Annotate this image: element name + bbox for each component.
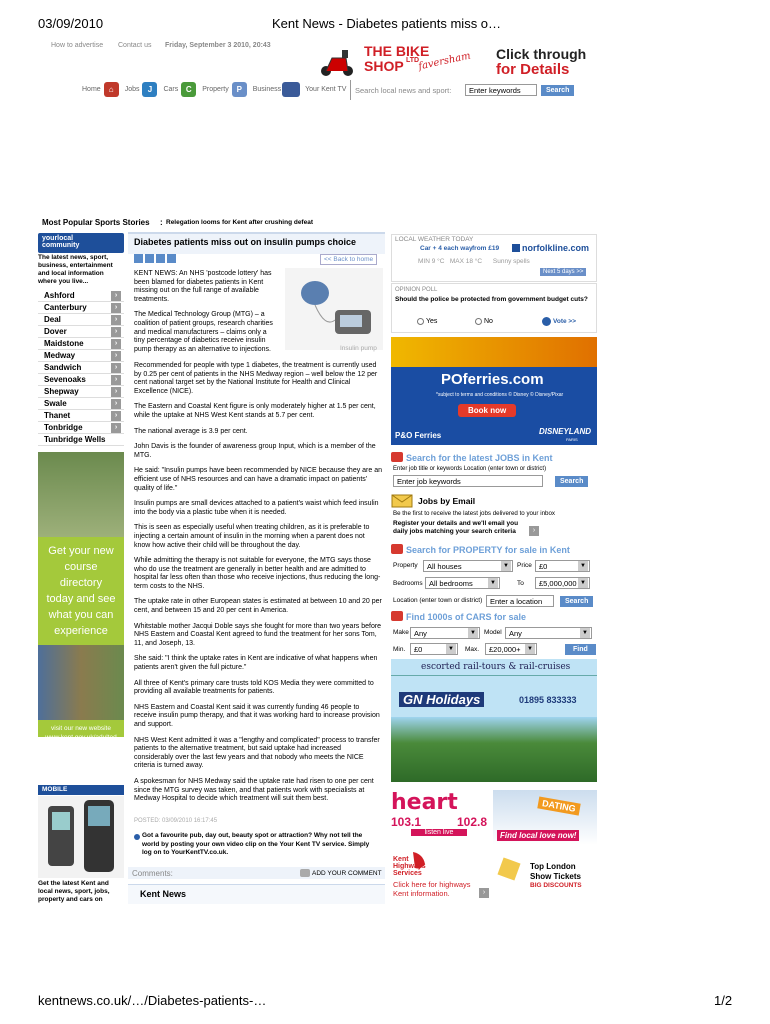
- search-input-value: Enter keywords: [469, 85, 521, 95]
- town-link[interactable]: [38, 338, 124, 350]
- property-type-value: All houses: [427, 561, 462, 571]
- nav-jobs-label: Jobs: [124, 86, 140, 93]
- article-paragraph: NHS Eastern and Coastal Kent said it was currently funding 46 people to receive insulin pump therapy, and that it was working hard to increase provision and support.: [134, 703, 380, 728]
- heart-listen-live[interactable]: listen live: [411, 829, 467, 836]
- dating-badge: DATING: [537, 796, 580, 815]
- article-paragraph: KENT NEWS: An NHS 'postcode lottery' has been blamed for diabetes patients in Kent missing out on the full range of available treatments.: [134, 270, 272, 303]
- chevron-right-icon: ›: [111, 327, 121, 337]
- print-footer-url: kentnews.co.uk/…/Diabetes-patients-…: [38, 993, 267, 1008]
- norfolkline-brand[interactable]: norfolkline.com: [522, 243, 590, 253]
- vote-button[interactable]: Vote >>: [553, 318, 577, 325]
- car-min-value: £0: [414, 644, 423, 654]
- town-name: Sandwich: [44, 363, 82, 372]
- town-list: [38, 290, 124, 446]
- train-landscape-image: [391, 717, 597, 782]
- town-name: Thanet: [44, 411, 71, 420]
- home-icon: ⌂: [104, 82, 119, 97]
- popular-colon: :: [160, 218, 163, 227]
- logo-line1: yourlocal: [42, 235, 74, 242]
- po-ferries-ad[interactable]: [391, 337, 597, 445]
- bedrooms-value: All bedrooms: [429, 578, 473, 588]
- car-max-select[interactable]: [485, 643, 537, 655]
- article-paragraph: The uptake rate in other European states is estimated at between 10 and 20 per cent, and between 15 and 20 per cent in America.: [134, 598, 382, 615]
- jobs-register-link[interactable]: Register your details and we'll email you daily jobs matching your search criteria: [393, 520, 519, 535]
- insulin-pump-image: [285, 268, 383, 350]
- chevron-right-icon: ›: [111, 315, 121, 325]
- chevron-right-icon: ›: [111, 303, 121, 313]
- jobs-input-value: Enter job keywords: [397, 476, 461, 486]
- bike-shop-banner[interactable]: [318, 42, 588, 82]
- price-max-select[interactable]: [535, 577, 590, 589]
- model-value: Any: [509, 628, 522, 638]
- bookmark-icon[interactable]: [167, 254, 176, 263]
- chevron-down-icon: ▼: [580, 628, 590, 638]
- heart-freq2: 102.8: [456, 815, 487, 829]
- weather-promo-1[interactable]: Car + 4 each way: [420, 245, 473, 252]
- cars-icon: C: [181, 82, 196, 97]
- image-caption: Insulin pump: [340, 345, 377, 352]
- posted-time: POSTED: 03/09/2010 16:17:45: [134, 818, 218, 824]
- weather-title: LOCAL WEATHER TODAY: [395, 236, 474, 243]
- property-icon: P: [232, 82, 247, 97]
- chevron-down-icon: ▼: [501, 561, 511, 571]
- email-envelope-icon: [391, 494, 413, 508]
- add-comment-link[interactable]: ADD YOUR COMMENT: [312, 870, 382, 877]
- course-ad-web1: visit our new website: [51, 725, 111, 732]
- price-to-label: To: [517, 580, 524, 587]
- property-type-label: Property: [393, 562, 418, 569]
- article-paragraph: She said: "I think the uptake rates in Kent are indicative of what happens when patients aren't given the full picture.": [134, 655, 378, 672]
- course-ad-line5: experience: [54, 625, 108, 637]
- email-icon[interactable]: [145, 254, 154, 263]
- chevron-right-icon: ›: [111, 387, 121, 397]
- jobs-email-text: Be the first to receive the latest jobs delivered to your inbox: [393, 510, 555, 517]
- nav-home[interactable]: [82, 82, 119, 97]
- weather-values: MIN 9 °C MAX 18 °C Sunny spells: [418, 258, 530, 265]
- popular-story-link[interactable]: Relegation looms for Kent after crushing defeat: [166, 219, 313, 226]
- ferries-logo: P&O Ferries: [395, 431, 442, 440]
- shop-name-line1: THE BIKE: [364, 43, 430, 59]
- poll-yes-label: Yes: [426, 318, 438, 325]
- popular-label: Most Popular Sports Stories: [42, 218, 150, 227]
- comments-label: Comments:: [132, 869, 173, 878]
- search-input[interactable]: [465, 84, 537, 96]
- kent-news-heading: Kent News: [140, 889, 187, 899]
- price-label: Price: [517, 562, 532, 569]
- shop-name-line2: SHOP: [364, 58, 404, 74]
- town-name: Sevenoaks: [44, 375, 86, 384]
- ad-photo-top: [38, 452, 124, 537]
- share-icon[interactable]: [156, 254, 165, 263]
- location-label: Location (enter town or district): [393, 597, 483, 604]
- article-paragraph: The Eastern and Coastal Kent figure is only moderately higher at 1.5 per cent, while the uptake at NHS West Kent stands at 5.7 per cent.: [134, 403, 376, 419]
- bullet-icon: [134, 834, 140, 840]
- tickets-sub: BIG DISCOUNTS: [530, 882, 582, 889]
- article-paragraph: While admitting the therapy is not suitable for everyone, the MTG says those who do use the treatment are generally in better health and are admitted to hospital far less often than those who receive injections, thus reducing the long-term costs to the NHS.: [134, 557, 381, 590]
- cars-section-icon: [391, 611, 403, 621]
- course-ad-line1: Get your new: [48, 545, 114, 557]
- gn-phone: 01895 833333: [519, 695, 577, 705]
- article-body: [134, 362, 382, 811]
- town-name: Ashford: [44, 291, 75, 300]
- nav-home-label: Home: [82, 86, 101, 93]
- search-label: Search local news and sport:: [355, 86, 452, 95]
- price-max-value: £5,000,000: [539, 578, 577, 588]
- contact-link[interactable]: Contact us: [118, 42, 152, 49]
- search-button[interactable]: Search: [541, 85, 574, 96]
- kent-tv-promo: Got a favourite pub, day out, beauty spot or attraction? Why not tell the world by posting your own video clip on the Your Kent TV service. Simply log on to YourKentTV.co.uk.: [142, 832, 370, 856]
- chevron-right-icon: ›: [111, 291, 121, 301]
- register-arrow-icon[interactable]: ›: [529, 526, 539, 536]
- nav-business-label: Business: [252, 86, 282, 93]
- dating-sub: Find local love now!: [497, 830, 579, 841]
- property-section-title: Search for PROPERTY for sale in Kent: [406, 545, 570, 555]
- norfolkline-icon: [512, 244, 520, 252]
- chevron-down-icon: ▼: [578, 561, 588, 571]
- poll-question: Should the police be protected from government budget cuts?: [395, 296, 588, 303]
- town-link[interactable]: [38, 410, 124, 422]
- chevron-right-icon: ›: [111, 351, 121, 361]
- disney-sub: PARIS: [566, 437, 578, 442]
- article-paragraph: All three of Kent's primary care trusts told KOS Media they were committed to providing all available treatments for patients.: [134, 679, 374, 696]
- article-paragraph: NHS West Kent admitted it was a "lengthy and complicated" process to transfer patients to the alternative treatment, but said uptake had increased considerably over the last few years and that nobody who meets the NICE criteria is turned away.: [134, 736, 380, 770]
- kent-hw-logo-text: Kent Highways Services: [393, 856, 426, 877]
- course-ad-web3: or call 08458 606 5606: [47, 743, 115, 750]
- course-ad-web2: www.kent.gov.uk/adulted: [45, 734, 117, 741]
- nav-property[interactable]: [202, 82, 246, 97]
- make-value: Any: [414, 628, 427, 638]
- bedrooms-select[interactable]: [425, 577, 500, 589]
- jobs-keyword-input[interactable]: [393, 475, 543, 487]
- town-link[interactable]: [38, 290, 124, 302]
- town-link[interactable]: [38, 398, 124, 410]
- article-paragraph: John Davis is the founder of awareness group Input, which is a member of the MTG.: [134, 443, 376, 459]
- nav-jobs[interactable]: [125, 82, 158, 97]
- article-paragraph: Whitstable mother Jacqui Doble says she fought for more than two years before NHS Eastern and Coastal Kent agreed to fund the treatment for her sons Tom, 11, and Joseph, 13.: [134, 622, 382, 647]
- chevron-right-icon: ›: [111, 339, 121, 349]
- location-input-value: Enter a location: [490, 596, 543, 606]
- tickets-title[interactable]: Top London Show Tickets: [530, 862, 581, 881]
- chevron-down-icon: ▼: [468, 628, 478, 638]
- chevron-right-icon: ›: [111, 423, 121, 433]
- model-select[interactable]: [505, 627, 592, 639]
- bedrooms-label: Bedrooms: [393, 580, 423, 587]
- nav-divider: [350, 80, 351, 100]
- article-wrap-paragraphs: [134, 270, 276, 361]
- shop-ltd: LTD: [406, 57, 420, 64]
- jobs-section-title: Search for the latest JOBS in Kent: [406, 453, 553, 463]
- main-nav: [82, 82, 352, 97]
- highways-arrow-icon[interactable]: ›: [479, 888, 489, 898]
- town-link[interactable]: [38, 350, 124, 362]
- jobs-hint: Enter job title or keywords Location (enter town or district): [393, 466, 547, 472]
- max-label: Max.: [465, 646, 480, 653]
- vote-icon: [542, 317, 551, 326]
- price-min-select[interactable]: [535, 560, 590, 572]
- banner-cta-2: for Details: [496, 61, 570, 78]
- town-name: Shepway: [44, 387, 79, 396]
- next-5-days-link[interactable]: Next 5 days >>: [540, 268, 586, 276]
- article-paragraph: The Medical Technology Group (MTG) – a coalition of patient groups, research charities and medical manufacturers – claims only a tiny percentage of diabetics receive insulin pump therapy as an alternative to injections.: [134, 311, 273, 353]
- ferries-book-button[interactable]: Book now: [458, 404, 516, 417]
- heart-brand: heart: [391, 790, 458, 815]
- find-cars-button[interactable]: Find: [565, 644, 596, 655]
- print-title: Kent News - Diabetes patients miss o…: [272, 16, 502, 31]
- chevron-down-icon: ▼: [446, 644, 456, 654]
- dating-ad[interactable]: [493, 790, 597, 845]
- car-min-select[interactable]: [410, 643, 458, 655]
- ferries-brand: POferries.com: [441, 371, 544, 388]
- poll-no-label: No: [484, 318, 493, 325]
- poll-yes-radio[interactable]: [417, 318, 424, 325]
- current-date: Friday, September 3 2010, 20:43: [165, 42, 271, 49]
- print-footer-page: 1/2: [714, 993, 733, 1008]
- town-link[interactable]: [38, 374, 124, 386]
- ad-photo-collage: [38, 645, 124, 720]
- course-directory-ad[interactable]: [38, 452, 124, 750]
- nav-cars[interactable]: [163, 82, 196, 97]
- article-title: Diabetes patients miss out on insulin pumps choice: [134, 237, 357, 247]
- sidebar-intro: The latest news, sport, business, entertainment and local information where you live...: [38, 254, 113, 285]
- town-link[interactable]: [38, 314, 124, 326]
- jobs-section-icon: [391, 452, 403, 462]
- town-name: Maidstone: [44, 339, 84, 348]
- mobile-text: Get the latest Kent and local news, sport, jobs, property and cars on: [38, 880, 110, 903]
- make-select[interactable]: [410, 627, 480, 639]
- gn-holidays-ad[interactable]: [391, 659, 597, 782]
- print-icon[interactable]: [134, 254, 143, 263]
- town-link[interactable]: [38, 386, 124, 398]
- nav-property-label: Property: [202, 86, 229, 93]
- nav-cars-label: Cars: [163, 86, 179, 93]
- nav-kent-tv-label: Your Kent TV: [305, 86, 347, 93]
- town-link[interactable]: [38, 422, 124, 434]
- town-name: Tunbridge Wells: [44, 435, 106, 444]
- ticket-icon: [497, 857, 520, 880]
- course-ad-line2: course directory: [59, 561, 103, 589]
- ferries-terms: *subject to terms and conditions © Disney © Disney/Pixar: [436, 392, 564, 398]
- article-paragraph: This is seen as especially useful when treating children, as it is preferable to injecting a certain amount of insulin in the morning when a parent does not know how active their child will be throughout the day.: [134, 524, 370, 549]
- location-input[interactable]: [486, 595, 554, 607]
- advertise-link[interactable]: How to advertise: [51, 42, 104, 49]
- town-link[interactable]: [38, 302, 124, 314]
- jobs-by-email-title: Jobs by Email: [418, 496, 476, 506]
- poll-title: OPINION POLL: [395, 287, 438, 293]
- town-name: Canterbury: [44, 303, 87, 312]
- town-name: Tonbridge: [44, 423, 83, 432]
- town-name: Deal: [44, 315, 61, 324]
- article-paragraph: A spokesman for NHS Medway said the uptake rate had risen to one per cent since the MTG survey was taken, and that patients work with specialists at Medway Hospital to decide which treatment will suit them best.: [134, 777, 374, 803]
- town-link[interactable]: [38, 362, 124, 374]
- weather-promo-2[interactable]: from £19: [472, 245, 500, 252]
- course-ad-line4: what you can: [48, 609, 114, 621]
- property-section-icon: [391, 544, 403, 554]
- logo-line2: community: [42, 242, 80, 249]
- mobile-phones-image: [38, 796, 124, 878]
- ad-rule: [391, 675, 597, 676]
- property-search-button[interactable]: Search: [560, 596, 593, 607]
- chevron-right-icon: ›: [111, 363, 121, 373]
- article-paragraph: Insulin pumps are small devices attached to a patient's waist which feed insulin into the body via a plastic tube when it is needed.: [134, 500, 379, 516]
- town-name: Medway: [44, 351, 76, 360]
- chevron-down-icon: ▼: [525, 644, 535, 654]
- chevron-right-icon: ›: [111, 375, 121, 385]
- poll-no-radio[interactable]: [475, 318, 482, 325]
- town-link[interactable]: [38, 326, 124, 338]
- article-paragraph: He said: "Insulin pumps have been recommended by NICE because they are an efficient use of NHS resources and can have a dramatic impact on patients' quality of life.": [134, 467, 383, 492]
- article-paragraph: The national average is 3.9 per cent.: [134, 427, 248, 435]
- article-paragraph: Recommended for people with type 1 diabetes, the treatment is currently used by 0.25 per cent of patients in the NHS Medway region – well below the 12 per cent national target set by the National Institute for Health and Clinical Excellence (NICE).: [134, 362, 378, 395]
- banner-cta-1: Click through: [496, 46, 587, 62]
- heart-freq1: 103.1: [391, 815, 422, 829]
- back-to-home-link[interactable]: << Back to home: [320, 254, 377, 265]
- ferries-sunset-image: [391, 337, 597, 367]
- heart-radio-ad[interactable]: [391, 790, 487, 845]
- disney-logo: DISNEYLAND: [539, 427, 592, 436]
- model-label: Model: [484, 629, 502, 636]
- course-ad-line3: today and see: [46, 593, 116, 605]
- mobile-label: MOBILE: [38, 785, 124, 795]
- price-min-value: £0: [539, 561, 548, 571]
- chevron-right-icon: ›: [111, 399, 121, 409]
- town-name: Dover: [44, 327, 67, 336]
- print-date: 03/09/2010: [38, 16, 104, 31]
- gn-title: escorted rail-tours & rail-cruises: [421, 662, 571, 672]
- cars-section-title: Find 1000s of CARS for sale: [406, 612, 527, 622]
- jobs-search-button[interactable]: Search: [555, 476, 588, 487]
- chevron-right-icon: ›: [111, 411, 121, 421]
- make-label: Make: [393, 629, 409, 636]
- share-icons: [134, 254, 176, 263]
- property-type-select[interactable]: [423, 560, 513, 572]
- town-link[interactable]: [38, 434, 124, 446]
- gn-brand: GN Holidays: [399, 692, 484, 707]
- car-max-value: £20,000+: [489, 644, 521, 654]
- town-name: Swale: [44, 399, 67, 408]
- community-logo: [38, 233, 124, 253]
- nav-kent-tv[interactable]: [305, 86, 346, 93]
- scooter-icon: [318, 44, 356, 78]
- tv-icon: [282, 82, 300, 97]
- shop-place: faversham: [417, 50, 472, 73]
- jobs-icon: J: [142, 82, 157, 97]
- kent-highways-logo: [391, 850, 431, 878]
- chevron-down-icon: ▼: [578, 578, 588, 588]
- kent-highways-link[interactable]: Click here for highways Kent information.: [393, 880, 471, 898]
- min-label: Min.: [393, 646, 406, 653]
- chevron-down-icon: ▼: [488, 578, 498, 588]
- comment-icon: [300, 869, 310, 877]
